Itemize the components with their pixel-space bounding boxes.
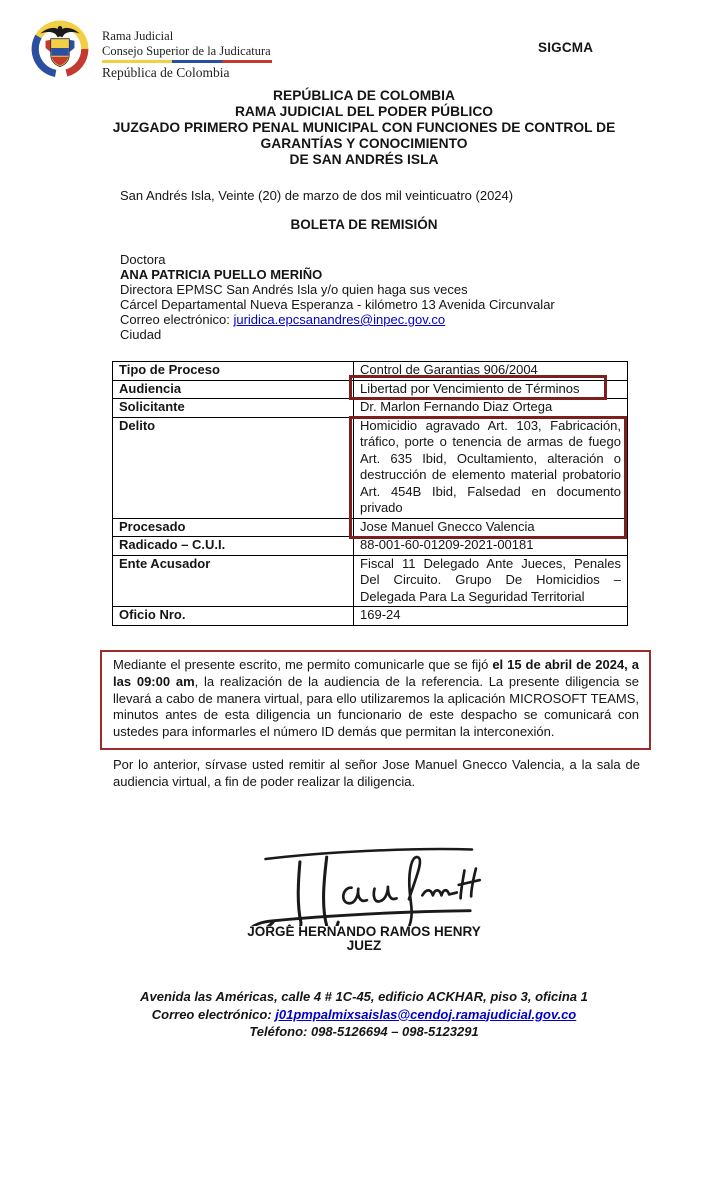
notice-text-after: , la realización de la audiencia de la referencia. La presente diligencia se llevará a cabo de manera virtual, para ello utilizaremos la aplicación MICROSOFT TEAMS, minutos antes de esta diligencia un funcionario de este despacho se comunicará con ustedes para informarles el número ID demás que permitan la interconexión. xyxy=(113,673,639,740)
brand-line-consejo: Consejo Superior de la Judicatura xyxy=(102,43,271,58)
addressee-email-link[interactable]: juridica.epcsanandres@inpec.gov.co xyxy=(233,312,446,327)
addressee-email-label: Correo electrónico: xyxy=(120,312,234,327)
row-label: Solicitante xyxy=(113,399,354,418)
table-row-radicado xyxy=(113,537,628,556)
signer-title: JUEZ xyxy=(346,938,382,953)
header-brand xyxy=(30,18,272,80)
heading-line-5: DE SAN ANDRÉS ISLA xyxy=(289,152,439,167)
closing-paragraph: Por lo anterior, sírvase usted remitir al señor Jose Manuel Gnecco Valencia, a la sala de audiencia virtual, a fin de poder realizar la diligencia. xyxy=(113,757,640,789)
addressee-name: ANA PATRICIA PUELLO MERIÑO xyxy=(120,267,323,282)
brand-line-republica: República de Colombia xyxy=(102,64,230,80)
table-row-audiencia xyxy=(113,380,628,399)
row-value: Homicidio agravado Art. 103, Fabricación, tráfico, porte o tenencia de armas de fuego Art. 635 Ibid, Ocultamiento, alteración o destrucción de elemento material probatorio Art. 454B Ibid, Falsedad en documento privado xyxy=(354,417,628,518)
footer-email-link[interactable]: j01pmpalmixsaislas@cendoj.ramajudicial.gov.co xyxy=(275,1006,577,1022)
table-row-oficio xyxy=(113,607,628,626)
heading-line-3: JUZGADO PRIMERO PENAL MUNICIPAL CON FUNCIONES DE CONTROL DE xyxy=(112,120,616,135)
handwritten-signature-image xyxy=(239,838,489,926)
notice-date-bold: el 15 de abril de 2024, a las 09:00 am xyxy=(113,657,639,689)
sigcma-label: SIGCMA xyxy=(538,40,594,55)
row-value: Fiscal 11 Delegado Ante Jueces, Penales Del Circuito. Grupo De Homicidios – Delegada Para La Seguridad Territorial xyxy=(354,555,628,607)
row-label: Procesado xyxy=(113,518,354,537)
row-label: Radicado – C.U.I. xyxy=(113,537,354,556)
heading-line-4: GARANTÍAS Y CONOCIMIENTO xyxy=(260,136,468,151)
date-line: San Andrés Isla, Veinte (20) de marzo de dos mil veinticuatro (2024) xyxy=(120,188,514,203)
row-value: Libertad por Vencimiento de Términos xyxy=(354,380,628,399)
addressee-city: Ciudad xyxy=(120,327,162,342)
table-row-procesado xyxy=(113,518,628,537)
table-row-ente-acusador xyxy=(113,555,628,607)
heading-line-1: REPÚBLICA DE COLOMBIA xyxy=(273,88,455,103)
document-heading xyxy=(0,88,728,168)
table-row-tipo-de-proceso xyxy=(113,362,628,381)
signature-block xyxy=(0,838,728,954)
heading-line-2: RAMA JUDICIAL DEL PODER PÚBLICO xyxy=(234,104,494,119)
notice-text-before: Mediante el presente escrito, me permito comunicarle que se fijó xyxy=(113,657,493,672)
table-row-delito xyxy=(113,417,628,518)
row-value: Dr. Marlon Fernando Diaz Ortega xyxy=(354,399,628,418)
row-value: Control de Garantias 906/2004 xyxy=(354,362,628,381)
addressee-block xyxy=(120,252,555,342)
row-label: Audiencia xyxy=(113,380,354,399)
document-title: BOLETA DE REMISIÓN xyxy=(290,217,438,232)
row-label: Oficio Nro. xyxy=(113,607,354,626)
table-row-solicitante xyxy=(113,399,628,418)
footer-phone: Teléfono: 098-5126694 – 098-5123291 xyxy=(249,1024,479,1039)
brand-line-rama-judicial: Rama Judicial xyxy=(102,29,174,43)
tricolor-divider xyxy=(102,60,272,63)
row-value: 169-24 xyxy=(354,607,628,626)
addressee-role: Directora EPMSC San Andrés Isla y/o quien haga sus veces xyxy=(120,282,468,297)
colombia-judicial-emblem-icon xyxy=(30,18,90,80)
footer-address: Avenida las Américas, calle 4 # 1C-45, edificio ACKHAR, piso 3, oficina 1 xyxy=(140,989,588,1004)
hearing-notice-box xyxy=(100,650,651,750)
footer-block xyxy=(0,988,728,1041)
row-value: 88-001-60-01209-2021-00181 xyxy=(354,537,628,556)
footer-email-line xyxy=(0,1006,728,1024)
row-label: Delito xyxy=(113,417,354,518)
row-label: Ente Acusador xyxy=(113,555,354,607)
addressee-address: Cárcel Departamental Nueva Esperanza - kilómetro 13 Avenida Circunvalar xyxy=(120,297,555,312)
footer-email-label: Correo electrónico: xyxy=(151,1006,276,1022)
row-value: Jose Manuel Gnecco Valencia xyxy=(354,518,628,537)
addressee-salutation: Doctora xyxy=(120,252,166,267)
case-info-table xyxy=(112,361,628,626)
addressee-email-line xyxy=(120,312,555,327)
signer-name: JORGE HERNANDO RAMOS HENRY xyxy=(247,924,481,939)
row-label: Tipo de Proceso xyxy=(113,362,354,381)
